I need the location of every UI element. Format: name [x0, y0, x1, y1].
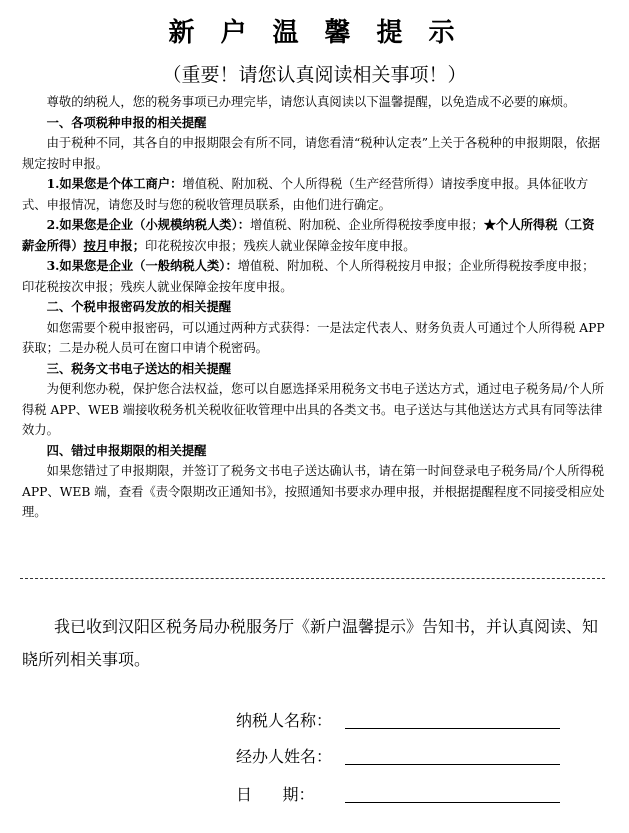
date-label: 日 期：	[236, 785, 315, 804]
section-1-paragraph: 由于税种不同，其各自的申报期限会有所不同，请您看清“税种认定表”上关于各税种的申报期限，依据规定按时申报。	[22, 136, 601, 171]
intro-paragraph: 尊敬的纳税人，您的税务事项已办理完毕，请您认真阅读以下温馨提醒，以免造成不必要的麻烦。	[46, 95, 576, 109]
date-field[interactable]	[236, 782, 566, 806]
acknowledgement-text: 我已收到汉阳区税务局办税服务厅《新户温馨提示》告知书，并认真阅读、知晓所列相关事项。	[22, 617, 599, 669]
section-1-item-1	[22, 174, 606, 215]
section-heading-1: 一、各项税种申报的相关提醒	[46, 115, 207, 130]
item-2-text-1: 增值税、附加税、企业所得税按季度申报；	[250, 218, 484, 232]
item-3-text: 增值税、附加税、个人所得税按月申报；企业所得税按季度申报；印花税按次申报；残疾人就业保障金按年度申报。	[22, 259, 595, 294]
date-blank[interactable]	[345, 802, 560, 803]
item-1-text: 增值税、附加税、个人所得税（生产经营所得）请按季度申报。具体征收方式、申报情况，请您及时与您的税收管理员联系，由他们进行确定。	[22, 177, 589, 212]
cut-line-divider	[20, 578, 605, 579]
agent-name-field[interactable]	[236, 744, 566, 768]
section-heading-3: 三、税务文书电子送达的相关提醒	[46, 361, 232, 376]
item-2-monthly: 按月	[83, 237, 109, 253]
taxpayer-name-field[interactable]	[236, 708, 566, 732]
item-2-star-tail: 申报；	[108, 237, 146, 253]
taxpayer-name-label: 纳税人名称：	[236, 711, 333, 730]
page-title: 新户温馨提示	[168, 18, 481, 48]
section-1-item-3	[22, 256, 606, 297]
item-2-lead: 2.如果您是企业（小规模纳税人类）：	[46, 217, 251, 232]
notice-body	[22, 92, 606, 523]
item-3-lead: 3.如果您是企业（一般纳税人类）：	[46, 258, 238, 273]
section-3-paragraph: 为便利您办税，保护您合法权益，您可以自愿选择采用税务文书电子送达方式，通过电子税务局/个人所得税 APP、WEB 端接收税务机关税收征收管理中出具的各类文书。电子送达与其他送达方式具有同等法律效力。	[22, 382, 605, 437]
page-subtitle: （重要！请您认真阅读相关事项！）	[162, 64, 467, 86]
agent-name-label: 经办人姓名：	[236, 747, 333, 766]
section-heading-2: 二、个税申报密码发放的相关提醒	[46, 300, 232, 314]
agent-name-blank[interactable]	[345, 764, 560, 765]
section-heading-4: 四、错过申报期限的相关提醒	[46, 443, 207, 458]
taxpayer-name-blank[interactable]	[345, 728, 560, 729]
section-4-paragraph: 如果您错过了申报期限，并签订了税务文书电子送达确认书，请在第一时间登录电子税务局/个人所得税 APP、WEB 端，查看《责令限期改正通知书》，按照通知书要求办理申报，并根据提醒程度不同接受相应处理。	[22, 464, 605, 519]
item-1-lead: 1.如果您是个体工商户：	[46, 176, 183, 191]
section-1-item-2	[22, 215, 606, 256]
item-2-star-text: ★个人所得税（工资薪金所得）	[22, 217, 595, 253]
section-2-paragraph: 如您需要个税申报密码，可以通过两种方式获得：一是法定代表人、财务负责人可通过个人所得税 APP 获取；二是办税人员可在窗口申请个税密码。	[22, 320, 605, 355]
item-2-text-2: 印花税按次申报；残疾人就业保障金按年度申报。	[145, 238, 416, 253]
